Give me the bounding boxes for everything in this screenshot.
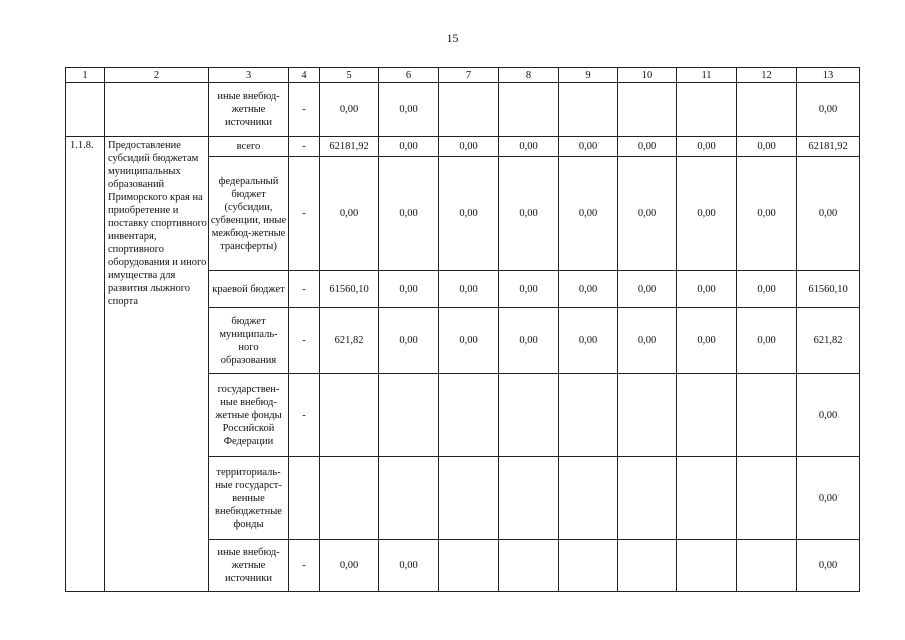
table-cell: 62181,92 [320,137,379,157]
header-row [66,68,860,83]
table-cell: 0,00 [379,83,439,137]
table-cell: 0,00 [737,157,797,271]
table-cell: 0,00 [737,137,797,157]
header-cell-10: 10 [618,68,677,83]
header-cell-8: 8 [499,68,559,83]
funding-source-cell: бюджет муниципаль-ного образования [209,308,289,374]
table-row [66,137,860,157]
table-cell: 0,00 [320,157,379,271]
table-cell: 0,00 [499,157,559,271]
table-cell: 0,00 [379,540,439,592]
table-cell [737,83,797,137]
table-cell [559,457,618,540]
funding-source-cell: государствен-ные внебюд-жетные фонды Российской Федерации [209,374,289,457]
table-cell [677,374,737,457]
table-cell [618,457,677,540]
table-cell [499,457,559,540]
funding-source-cell: краевой бюджет [209,271,289,308]
table-cell: 0,00 [797,374,860,457]
table-cell [677,83,737,137]
table-cell: 0,00 [439,137,499,157]
funding-source-cell: территориаль-ные государст-венные внебюджетные фонды [209,457,289,540]
header-cell-1: 1 [66,68,105,83]
header-cell-5: 5 [320,68,379,83]
table-cell [66,83,105,137]
table-cell: - [289,137,320,157]
table-cell: 61560,10 [320,271,379,308]
table-cell: 0,00 [559,137,618,157]
funding-source-cell: иные внебюд-жетные источники [209,540,289,592]
table-cell: 62181,92 [797,137,860,157]
table-cell: 0,00 [737,271,797,308]
table-cell [379,374,439,457]
header-cell-7: 7 [439,68,499,83]
table-cell: - [289,157,320,271]
header-cell-3: 3 [209,68,289,83]
table-cell [379,457,439,540]
table-cell: 0,00 [677,157,737,271]
table-cell [677,457,737,540]
header-cell-13: 13 [797,68,860,83]
table-cell [289,457,320,540]
table-cell [677,540,737,592]
table-cell [737,457,797,540]
table-cell [499,374,559,457]
table-cell: 621,82 [797,308,860,374]
table-cell: 0,00 [379,271,439,308]
table-cell [320,374,379,457]
table-cell [618,83,677,137]
table-cell: 0,00 [439,308,499,374]
table-cell [499,540,559,592]
table-cell: 0,00 [677,137,737,157]
table-cell [439,374,499,457]
table-cell: 61560,10 [797,271,860,308]
table-cell [737,374,797,457]
table-cell: 0,00 [677,271,737,308]
table-cell: 0,00 [499,308,559,374]
table-cell: - [289,540,320,592]
table-cell: 0,00 [797,157,860,271]
table-cell: 0,00 [499,271,559,308]
table-cell: 0,00 [320,83,379,137]
table-cell: 0,00 [618,271,677,308]
item-name-cell: Предоставление субсидий бюджетам муниципальных образований Приморского края на приобретение и поставку спортивного инвентаря, спортивного оборудования и иного имущества для развития лыжного спорта [105,137,209,592]
page-number: 15 [446,31,459,45]
table-cell: 0,00 [499,137,559,157]
table-cell [439,540,499,592]
item-number-cell: 1.1.8. [66,137,105,592]
header-cell-9: 9 [559,68,618,83]
table-cell [439,83,499,137]
continuation-row [66,83,860,137]
table-cell: 0,00 [797,83,860,137]
table-cell: 0,00 [797,457,860,540]
funding-source-cell: иные внебюд-жетные источники [209,83,289,137]
budget-table [65,67,860,592]
table-cell [559,374,618,457]
table-cell: - [289,271,320,308]
table-cell: 0,00 [379,308,439,374]
table-cell [439,457,499,540]
table-cell: 0,00 [559,157,618,271]
table-cell [320,457,379,540]
table-cell: 0,00 [439,157,499,271]
table-cell: - [289,83,320,137]
table-cell: 0,00 [379,157,439,271]
table-cell: 621,82 [320,308,379,374]
header-cell-11: 11 [677,68,737,83]
table-cell: 0,00 [797,540,860,592]
table-cell: 0,00 [439,271,499,308]
funding-source-cell: всего [209,137,289,157]
table-cell: 0,00 [618,137,677,157]
funding-source-cell: федеральный бюджет (субсидии, субвенции, иные межбюд-жетные трансферты) [209,157,289,271]
table-cell [499,83,559,137]
header-cell-2: 2 [105,68,209,83]
header-cell-6: 6 [379,68,439,83]
table-cell: 0,00 [618,157,677,271]
table-cell: 0,00 [737,308,797,374]
table-cell: 0,00 [320,540,379,592]
table-cell [559,540,618,592]
table-cell: - [289,308,320,374]
table-cell: - [289,374,320,457]
header-cell-4: 4 [289,68,320,83]
table-cell [737,540,797,592]
table-cell: 0,00 [379,137,439,157]
table-cell [618,374,677,457]
table-cell: 0,00 [618,308,677,374]
table-cell [105,83,209,137]
table-cell: 0,00 [559,271,618,308]
table-cell: 0,00 [677,308,737,374]
header-cell-12: 12 [737,68,797,83]
table-cell [559,83,618,137]
table-cell: 0,00 [559,308,618,374]
table-cell [618,540,677,592]
